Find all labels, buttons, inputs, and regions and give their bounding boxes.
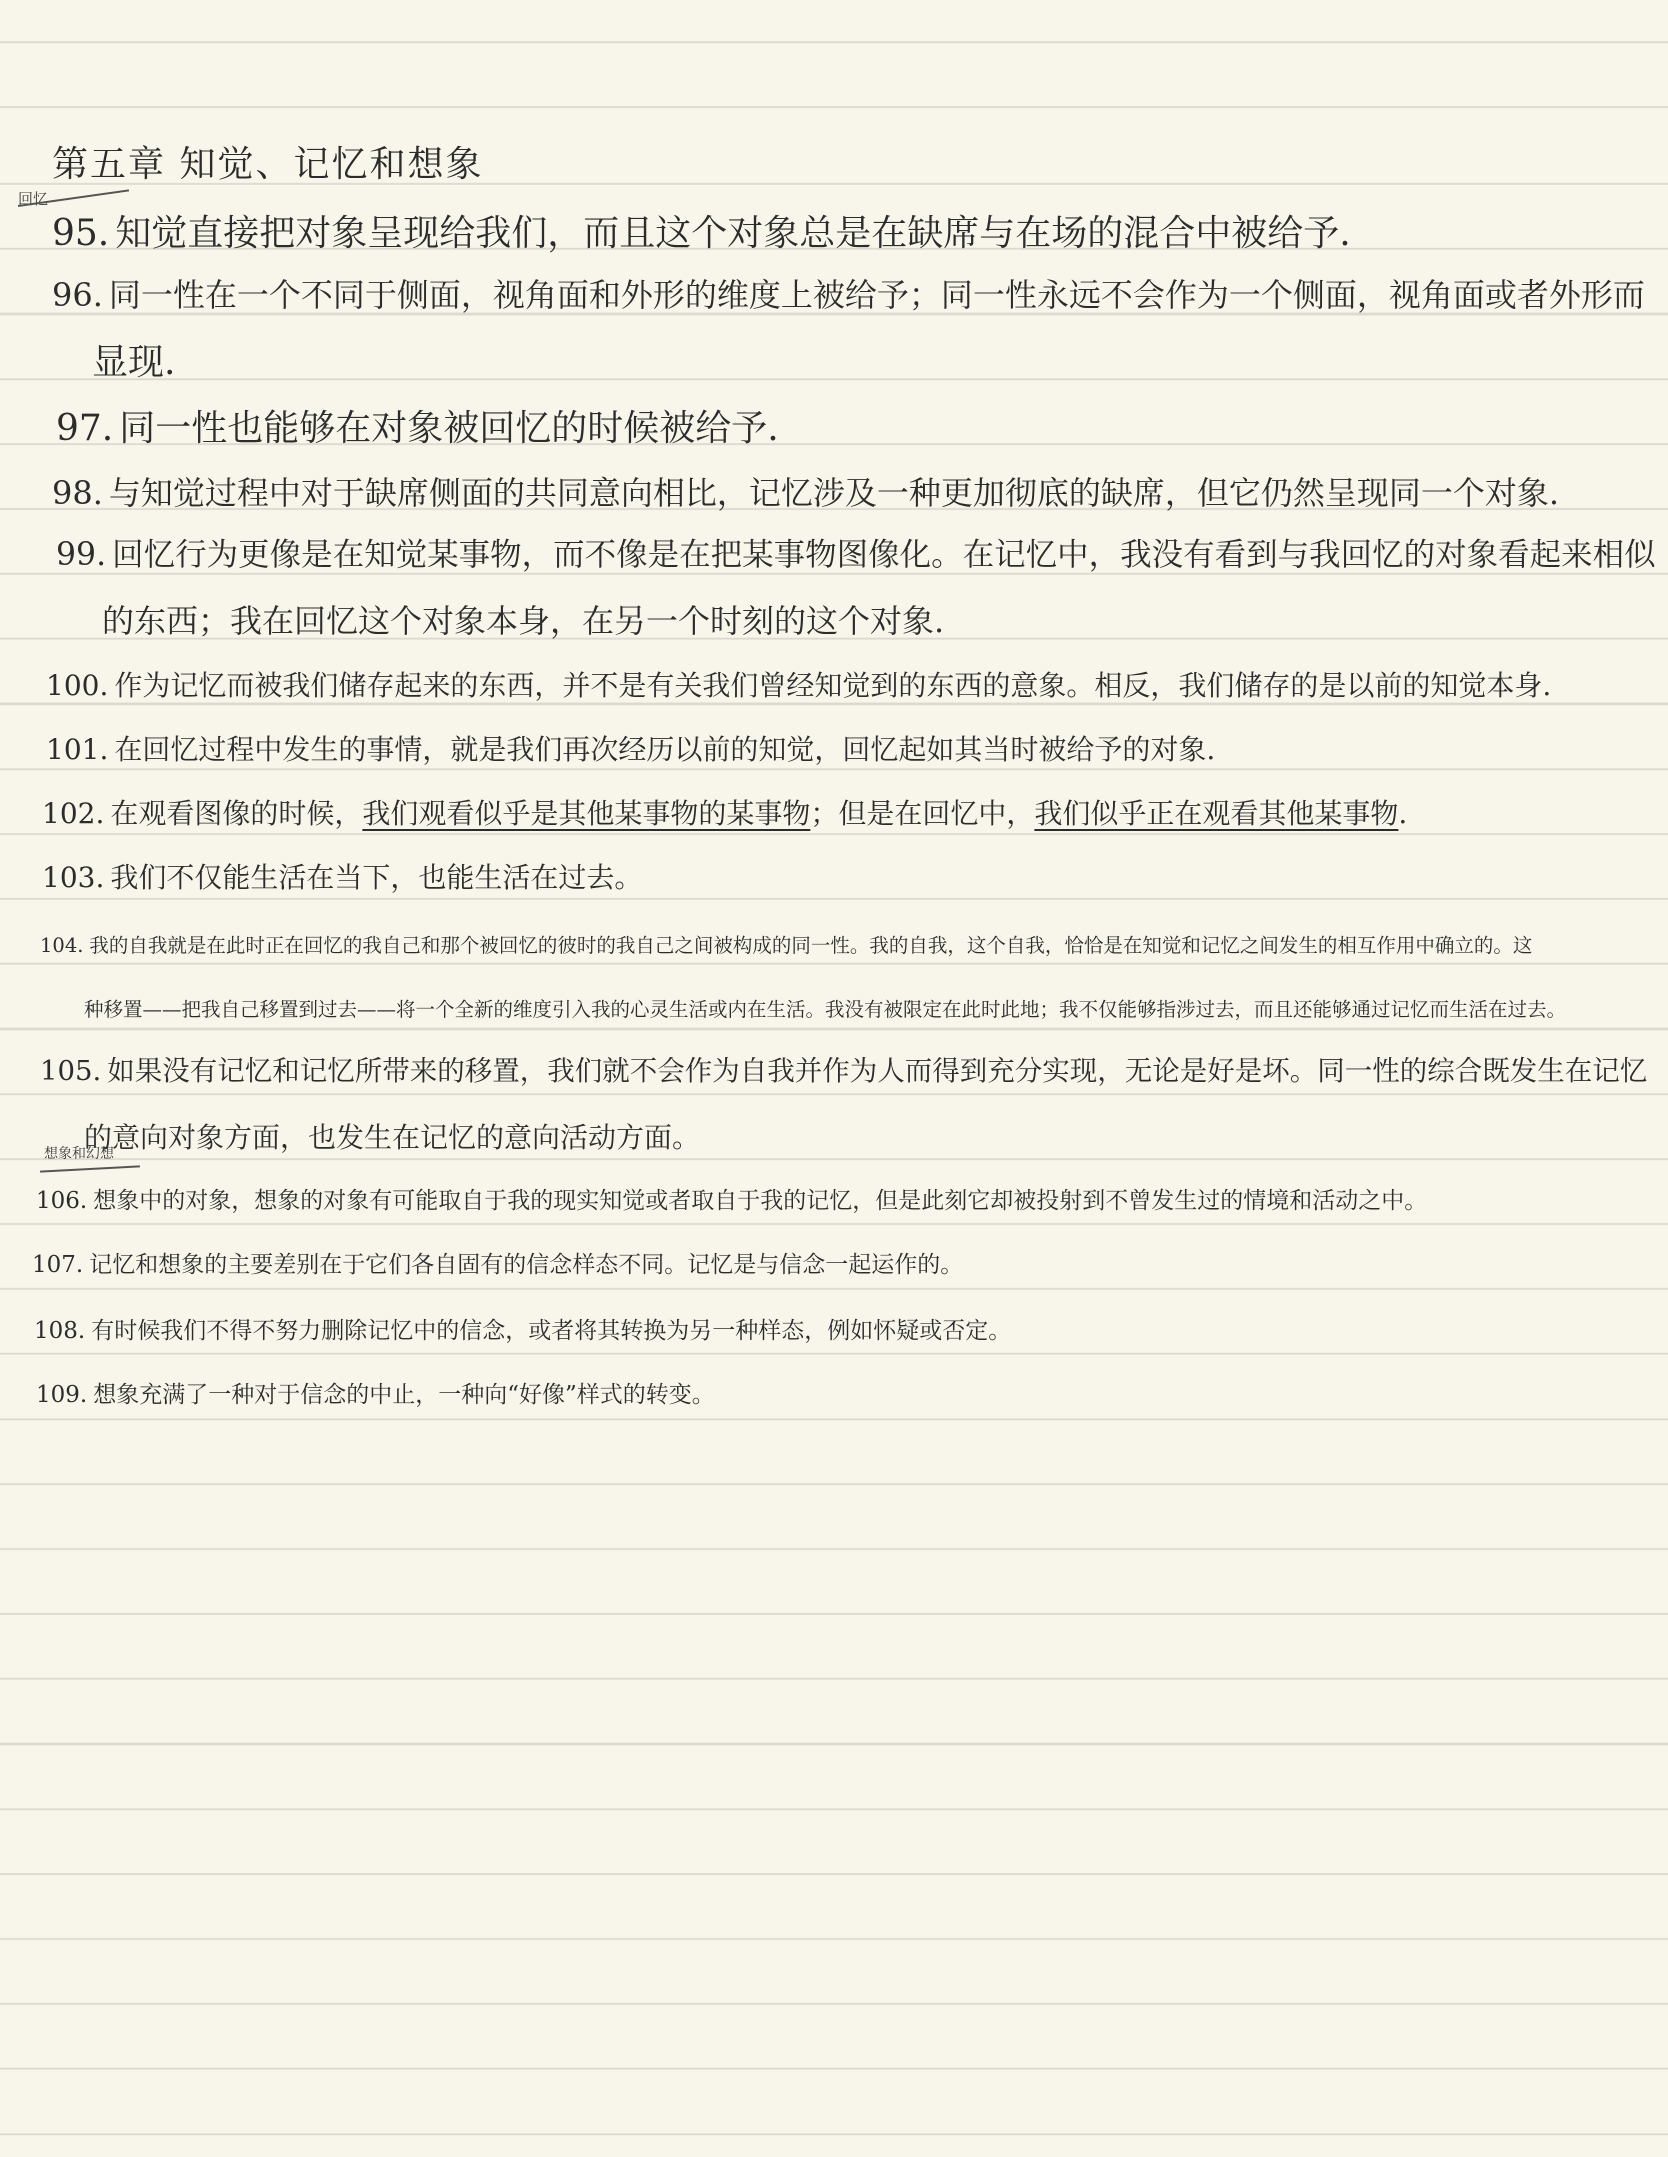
- note-text-c: .: [1398, 797, 1408, 830]
- note-text: 记忆和想象的主要差别在于它们各自固有的信念样态不同。记忆是与信念一起运作的。: [89, 1252, 964, 1278]
- note-104-continued: 种移置——把我自己移置到过去——将一个全新的维度引入我的心灵生活或内在生活。我没有被限定在此时此地；我不仅能够指涉过去，而且还能够通过记忆而生活在过去。: [84, 998, 1567, 1021]
- note-99-continued: 的东西；我在回忆这个对象本身，在另一个时刻的这个对象.: [102, 602, 945, 640]
- note-text-b: ；但是在回忆中，: [810, 797, 1035, 830]
- note-number: 104.: [40, 934, 84, 957]
- note-text: 同一性在一个不同于侧面，视角面和外形的维度上被给予；同一性永远不会作为一个侧面，视角面或者外形而: [108, 276, 1645, 314]
- note-number: 107.: [32, 1252, 84, 1278]
- margin-tag-imagination-underline: [40, 1165, 140, 1172]
- note-number: 98.: [52, 474, 103, 512]
- note-text-underlined-2: 我们似乎正在观看其他某事物: [1034, 797, 1399, 830]
- note-text: 我们不仅能生活在当下，也能生活在过去。: [110, 861, 643, 894]
- note-99: [56, 530, 1656, 575]
- note-text: 如果没有记忆和记忆所带来的移置，我们就不会作为自我并作为人而得到充分实现，无论是好是坏。同一性的综合既发生在记忆: [107, 1055, 1648, 1087]
- note-text: 有时候我们不得不努力删除记忆中的信念，或者将其转换为另一种样态，例如怀疑或否定。: [91, 1318, 1012, 1344]
- note-number: 102.: [42, 797, 105, 830]
- note-number: 105.: [40, 1055, 102, 1087]
- note-number: 103.: [42, 861, 105, 894]
- note-96-continued: 显现.: [92, 342, 176, 383]
- note-105: [40, 1048, 1647, 1088]
- note-text: 想象充满了一种对于信念的中止，一种向“好像”样式的转变。: [93, 1382, 715, 1408]
- note-number: 100.: [46, 669, 109, 702]
- note-text: 与知觉过程中对于缺席侧面的共同意向相比，记忆涉及一种更加彻底的缺席，但它仍然呈现同一个对象.: [108, 474, 1560, 512]
- note-107: [32, 1246, 963, 1279]
- note-text: 我的自我就是在此时正在回忆的我自己和那个被回忆的彼时的我自己之间被构成的同一性。我的自我，这个自我，恰恰是在知觉和记忆之间发生的相互作用中确立的。这: [89, 934, 1533, 957]
- note-number: 101.: [46, 733, 109, 766]
- note-102: [42, 792, 1407, 832]
- note-103: [42, 856, 642, 896]
- note-number: 99.: [56, 537, 107, 573]
- note-100: [46, 664, 1551, 704]
- note-number: 96.: [52, 276, 103, 314]
- note-text-underlined-1: 我们观看似乎是其他某事物的某事物: [362, 797, 811, 830]
- note-95: [52, 205, 1351, 256]
- note-text: 知觉直接把对象呈现给我们，而且这个对象总是在缺席与在场的混合中被给予.: [115, 213, 1351, 254]
- note-number: 95.: [52, 213, 110, 254]
- note-text: 作为记忆而被我们储存起来的东西，并不是有关我们曾经知觉到的东西的意象。相反，我们储存的是以前的知觉本身.: [114, 669, 1552, 702]
- note-text: 在回忆过程中发生的事情，就是我们再次经历以前的知觉，回忆起如其当时被给予的对象.: [114, 733, 1216, 766]
- note-108: [34, 1312, 1011, 1345]
- note-105-continued: 的意向对象方面，也发生在记忆的意向活动方面。: [84, 1121, 701, 1154]
- note-number: 108.: [34, 1318, 86, 1344]
- page-title: 第五章 知觉、记忆和想象: [52, 144, 484, 185]
- note-98: [52, 468, 1559, 514]
- note-text: 想象中的对象，想象的对象有可能取自于我的现实知觉或者取自于我的记忆，但是此刻它却被投射到不曾发生过的情境和活动之中。: [93, 1188, 1428, 1214]
- margin-tag-imagination: 想象和幻想: [44, 1146, 114, 1162]
- note-text: 回忆行为更像是在知觉某事物，而不像是在把某事物图像化。在记忆中，我没有看到与我回忆的对象看起来相似: [112, 537, 1656, 573]
- note-number: 97.: [56, 408, 114, 449]
- note-101: [46, 728, 1215, 768]
- note-97: [56, 400, 779, 451]
- note-109: [36, 1376, 715, 1409]
- note-number: 106.: [36, 1188, 88, 1214]
- note-96: [52, 270, 1645, 316]
- note-text: 同一性也能够在对象被回忆的时候被给予.: [119, 408, 779, 449]
- note-104: [40, 930, 1532, 958]
- margin-tag-recall: 回忆: [18, 190, 49, 208]
- note-106: [36, 1182, 1427, 1215]
- note-number: 109.: [36, 1382, 88, 1408]
- note-text-a: 在观看图像的时候，: [110, 797, 363, 830]
